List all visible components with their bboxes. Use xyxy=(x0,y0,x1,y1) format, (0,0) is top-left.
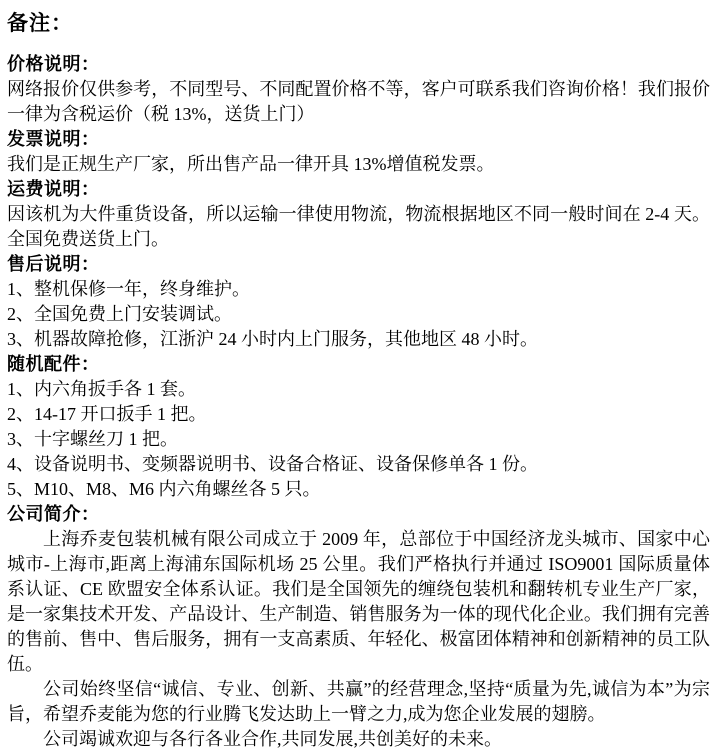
section-company-intro xyxy=(7,502,710,752)
section-accessories xyxy=(7,352,710,502)
company-intro-paragraph: 公司竭诚欢迎与各行各业合作,共同发展,共创美好的未来。 xyxy=(43,729,502,749)
accessories-item: 3、十字螺丝刀 1 把。 xyxy=(7,429,178,449)
after-sales-item: 2、全国免费上门安装调试。 xyxy=(7,304,232,324)
after-sales-item: 3、机器故障抢修，江浙沪 24 小时内上门服务，其他地区 48 小时。 xyxy=(7,329,538,349)
invoice-heading: 发票说明： xyxy=(7,129,100,149)
accessories-heading: 随机配件： xyxy=(7,354,100,374)
company-intro-paragraph: 公司始终坚信“诚信、专业、创新、共赢”的经营理念,坚持“质量为先,诚信为本”为宗旨，希望乔麦能为您的行业腾飞发达助上一臂之力,成为您企业发展的翅膀。 xyxy=(7,679,710,724)
invoice-body: 我们是正规生产厂家，所出售产品一律开具 13%增值税发票。 xyxy=(7,154,495,174)
price-body: 网络报价仅供参考，不同型号、不同配置价格不等，客户可联系我们咨询价格！我们报价一律为含税运价（税 13%，送货上门） xyxy=(7,79,710,124)
document-title: 备注： xyxy=(7,11,73,35)
company-intro-heading: 公司简介： xyxy=(7,504,100,524)
section-after-sales xyxy=(7,252,710,352)
after-sales-item: 1、整机保修一年，终身维护。 xyxy=(7,279,250,299)
accessories-item: 2、14-17 开口扳手 1 把。 xyxy=(7,404,207,424)
shipping-body: 因该机为大件重货设备，所以运输一律使用物流，物流根据地区不同一般时间在 2-4 天。全国免费送货上门。 xyxy=(7,204,710,249)
shipping-heading: 运费说明： xyxy=(7,179,100,199)
accessories-item: 4、设备说明书、变频器说明书、设备合格证、设备保修单各 1 份。 xyxy=(7,454,538,474)
accessories-item: 5、M10、M8、M6 内六角螺丝各 5 只。 xyxy=(7,479,321,499)
company-intro-paragraph: 上海乔麦包装机械有限公司成立于 2009 年，总部位于中国经济龙头城市、国家中心城市-上海市,距离上海浦东国际机场 25 公里。我们严格执行并通过 ISO9001 国际质量体系认证、CE 欧盟安全体系认证。我们是全国领先的缠绕包装机和翻转机专业生产厂家，是一家集技术开发、产品设计、生产制造、销售服务为一体的现代化企业。我们拥有完善的售前、售中、售后服务，拥有一支高素质、年轻化、极富团体精神和创新精神的员工队伍。 xyxy=(7,529,710,674)
section-price xyxy=(7,52,710,127)
after-sales-heading: 售后说明： xyxy=(7,254,100,274)
price-heading: 价格说明： xyxy=(7,54,100,74)
section-invoice xyxy=(7,127,710,177)
section-shipping xyxy=(7,177,710,252)
accessories-item: 1、内六角扳手各 1 套。 xyxy=(7,379,196,399)
